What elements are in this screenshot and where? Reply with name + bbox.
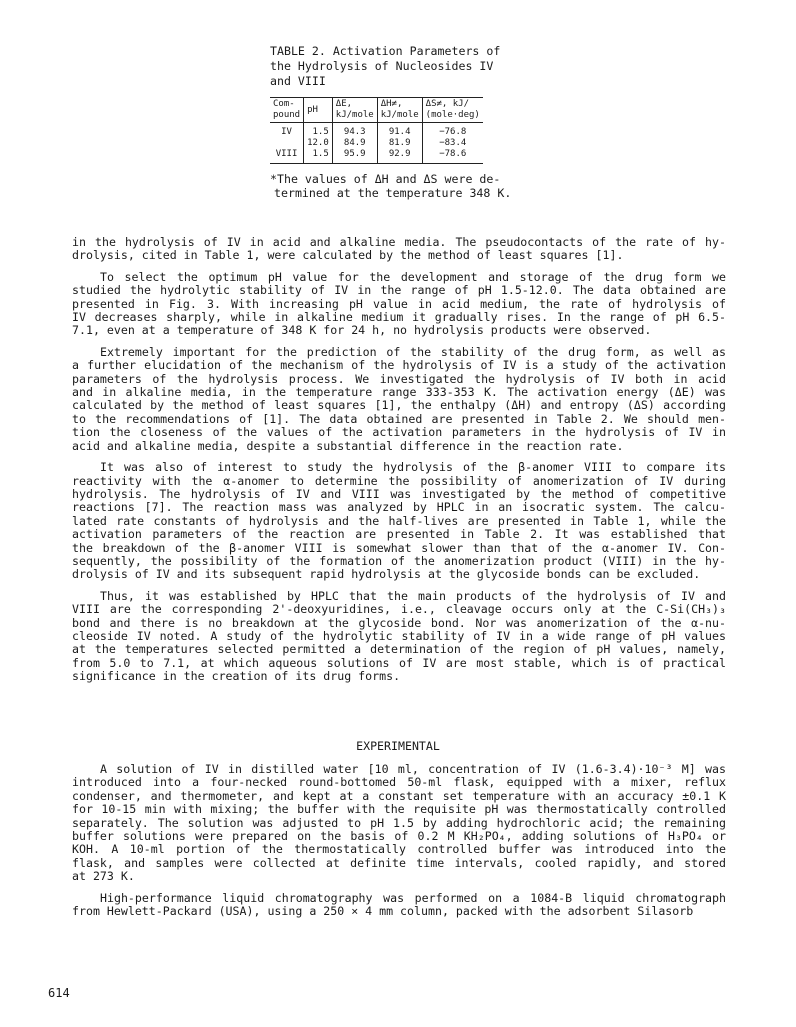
text-line: To select the optimum pH value for the development and storage of the drug form we: [100, 269, 726, 284]
table-block: [270, 44, 540, 200]
paragraph: [72, 271, 726, 338]
text-line: a further elucidation of the mechanism of the hydrolysis of IV is a study of the activation: [72, 358, 726, 373]
paragraph: [72, 236, 726, 263]
header-activation-energy: ΔE, kJ/mole: [332, 98, 377, 123]
cell-ds: −76.8: [422, 123, 483, 139]
text-line: drolysis, cited in Table 1, were calculated by the method of least squares [1].: [72, 248, 624, 263]
text-line: studied the hydrolytic stability of IV in the range of pH 1.5-12.0. The data obtained are: [72, 283, 726, 298]
paragraph: [72, 346, 726, 453]
text-line: reactivity with the α-anomer to determine the possibility of anomerization of IV during: [72, 473, 726, 488]
text-line: flask, and samples were collected at definite time intervals, cooled rapidly, and stored: [72, 855, 726, 870]
caption-line: the Hydrolysis of Nucleosides IV: [270, 59, 494, 73]
text-line: in the hydrolysis of IV in acid and alkaline media. The pseudocontacts of the rate of hy-: [72, 235, 726, 249]
cell-dh: 81.9: [377, 138, 422, 149]
cell-ds: −78.6: [422, 149, 483, 164]
paragraph: [72, 590, 726, 684]
text-line: the breakdown of the β-anomer VIII is somewhat slower than that of the α-anomer IV. Con-: [72, 540, 726, 555]
table-caption: [270, 44, 540, 89]
text-line: lated rate constants of hydrolysis and the half-lives are presented in Table 1, while the: [72, 513, 726, 528]
cell-compound: [270, 138, 304, 149]
text-line: A solution of IV in distilled water [10 ml, concentration of IV (1.6-3.4)·10⁻³ M] was: [100, 762, 726, 776]
text-line: drolysis of IV and its subsequent rapid hydrolysis at the glycoside bonds can be excluded.: [72, 567, 701, 582]
header-enthalpy: ΔH≠, kJ/mole: [377, 98, 422, 123]
text-line: buffer solutions were prepared on the basis of 0.2 M KH₂PO₄, adding solutions of H₃PO₄ or: [72, 829, 726, 844]
text-line: Extremely important for the prediction of the stability of the drug form, as well as: [100, 344, 726, 359]
text-line: calculated by the method of least squares [1], the enthalpy (ΔH) and entropy (ΔS) according: [72, 398, 726, 413]
text-line: for 10-15 min with mixing; the buffer with the requisite pH was thermostatically controlled: [72, 802, 726, 817]
cell-ph: 1.5: [304, 149, 333, 164]
cell-compound: IV: [281, 127, 292, 137]
caption-line: TABLE 2. Activation Parameters of: [270, 44, 501, 58]
table-row: [270, 149, 483, 164]
text-line: 7.1, even at a temperature of 348 K for 24 h, no hydrolysis products were observed.: [72, 323, 652, 338]
table-header-row: [270, 98, 483, 123]
text-line: bond and there is no breakdown at the glycoside bond. Nor was anomerization of the α-nu-: [72, 615, 726, 630]
caption-line: and VIII: [270, 74, 326, 88]
text-line: condenser, and thermometer, and kept at a constant set temperature with an accuracy ±0.1 K: [72, 788, 726, 803]
header-compound: Com- pound: [270, 98, 304, 123]
footnote-line: *The values of ΔH and ΔS were de-: [270, 172, 501, 186]
header-ph: pH: [304, 98, 333, 123]
text-line: High-performance liquid chromatography was performed on a 1084-B liquid chromatograph: [100, 890, 726, 905]
text-line: from Hewlett-Packard (USA), using a 250 × 4 mm column, packed with the adsorbent Silasorb: [72, 904, 694, 919]
cell-compound: VIII: [270, 149, 304, 164]
body-text: [72, 236, 726, 684]
text-line: from 5.0 to 7.1, at which aqueous solutions of IV are most stable, which is of practical: [72, 655, 726, 670]
text-line: tion the closeness of the values of the activation parameters in the hydrolysis of IV in: [72, 425, 726, 440]
experimental-text: [72, 763, 726, 918]
table-row: [270, 138, 483, 149]
header-entropy: ΔS≠, kJ/ (mole·deg): [422, 98, 483, 123]
cell-ph: 12.0: [304, 138, 333, 149]
text-line: sequently, the possibility of the formation of the anomerization product (VIII) in the hy-: [72, 553, 726, 568]
table-footnote: [270, 172, 540, 200]
text-line: activation parameters of the reaction are presented in Table 2. It was established that: [72, 527, 726, 542]
text-line: separately. The solution was adjusted to pH 1.5 by adding hydrochloric acid; the remaining: [72, 815, 726, 830]
cell-dh: 91.4: [377, 123, 422, 139]
cell-ph: 1.5: [304, 123, 333, 139]
text-line: introduced into a four-necked round-bottomed 50-ml flask, equipped with a mixer, reflux: [72, 775, 726, 790]
text-line: and in alkaline media, in the temperature range 333-353 K. The activation energy (ΔE) was: [72, 385, 726, 400]
cell-de: 95.9: [332, 149, 377, 164]
page-number: 614: [48, 986, 70, 1000]
text-line: parameters of the hydrolysis process. We investigated the hydrolysis of IV both in acid: [72, 371, 726, 386]
text-line: Thus, it was established by HPLC that the main products of the hydrolysis of IV and: [100, 588, 726, 603]
paragraph: [72, 461, 726, 582]
table-row: [270, 123, 483, 139]
text-line: IV decreases sharply, while in alkaline medium it gradually rises. In the range of pH 6.5-: [72, 310, 726, 325]
footnote-line: termined at the temperature 348 K.: [274, 186, 512, 200]
text-line: KOH. A 10-ml portion of the thermostatically controlled buffer was introduced into the: [72, 842, 726, 857]
paragraph: [72, 892, 726, 919]
text-line: reactions [7]. The reaction mass was analyzed by HPLC in an isocratic system. The calcu-: [72, 500, 726, 515]
text-line: hydrolysis. The hydrolysis of IV and VIII was investigated by the method of competitive: [72, 486, 726, 501]
text-line: acid and alkaline media, despite a substantial difference in the reaction rate.: [72, 438, 624, 453]
text-line: presented in Fig. 3. With increasing pH value in acid medium, the rate of hydrolysis of: [72, 296, 726, 311]
cell-de: 84.9: [332, 138, 377, 149]
activation-parameters-table: [270, 97, 483, 164]
section-heading-experimental: EXPERIMENTAL: [356, 739, 440, 753]
text-line: to the recommendations of [1]. The data obtained are presented in Table 2. We should men-: [72, 411, 726, 426]
cell-dh: 92.9: [377, 149, 422, 164]
text-line: at 273 K.: [72, 869, 135, 884]
text-line: significance in the creation of its drug forms.: [72, 669, 401, 684]
paragraph: [72, 763, 726, 884]
text-line: VIII are the corresponding 2'-deoxyuridines, i.e., cleavage occurs only at the C-Si(CH₃)₃: [72, 602, 726, 617]
cell-ds: −83.4: [422, 138, 483, 149]
text-line: It was also of interest to study the hydrolysis of the β-anomer VIII to compare its: [100, 460, 726, 475]
text-line: cleoside IV noted. A study of the hydrolytic stability of IV in a wide range of pH values: [72, 628, 726, 643]
cell-de: 94.3: [332, 123, 377, 139]
text-line: at the temperatures selected permitted a determination of the region of pH values, namely,: [72, 642, 726, 657]
